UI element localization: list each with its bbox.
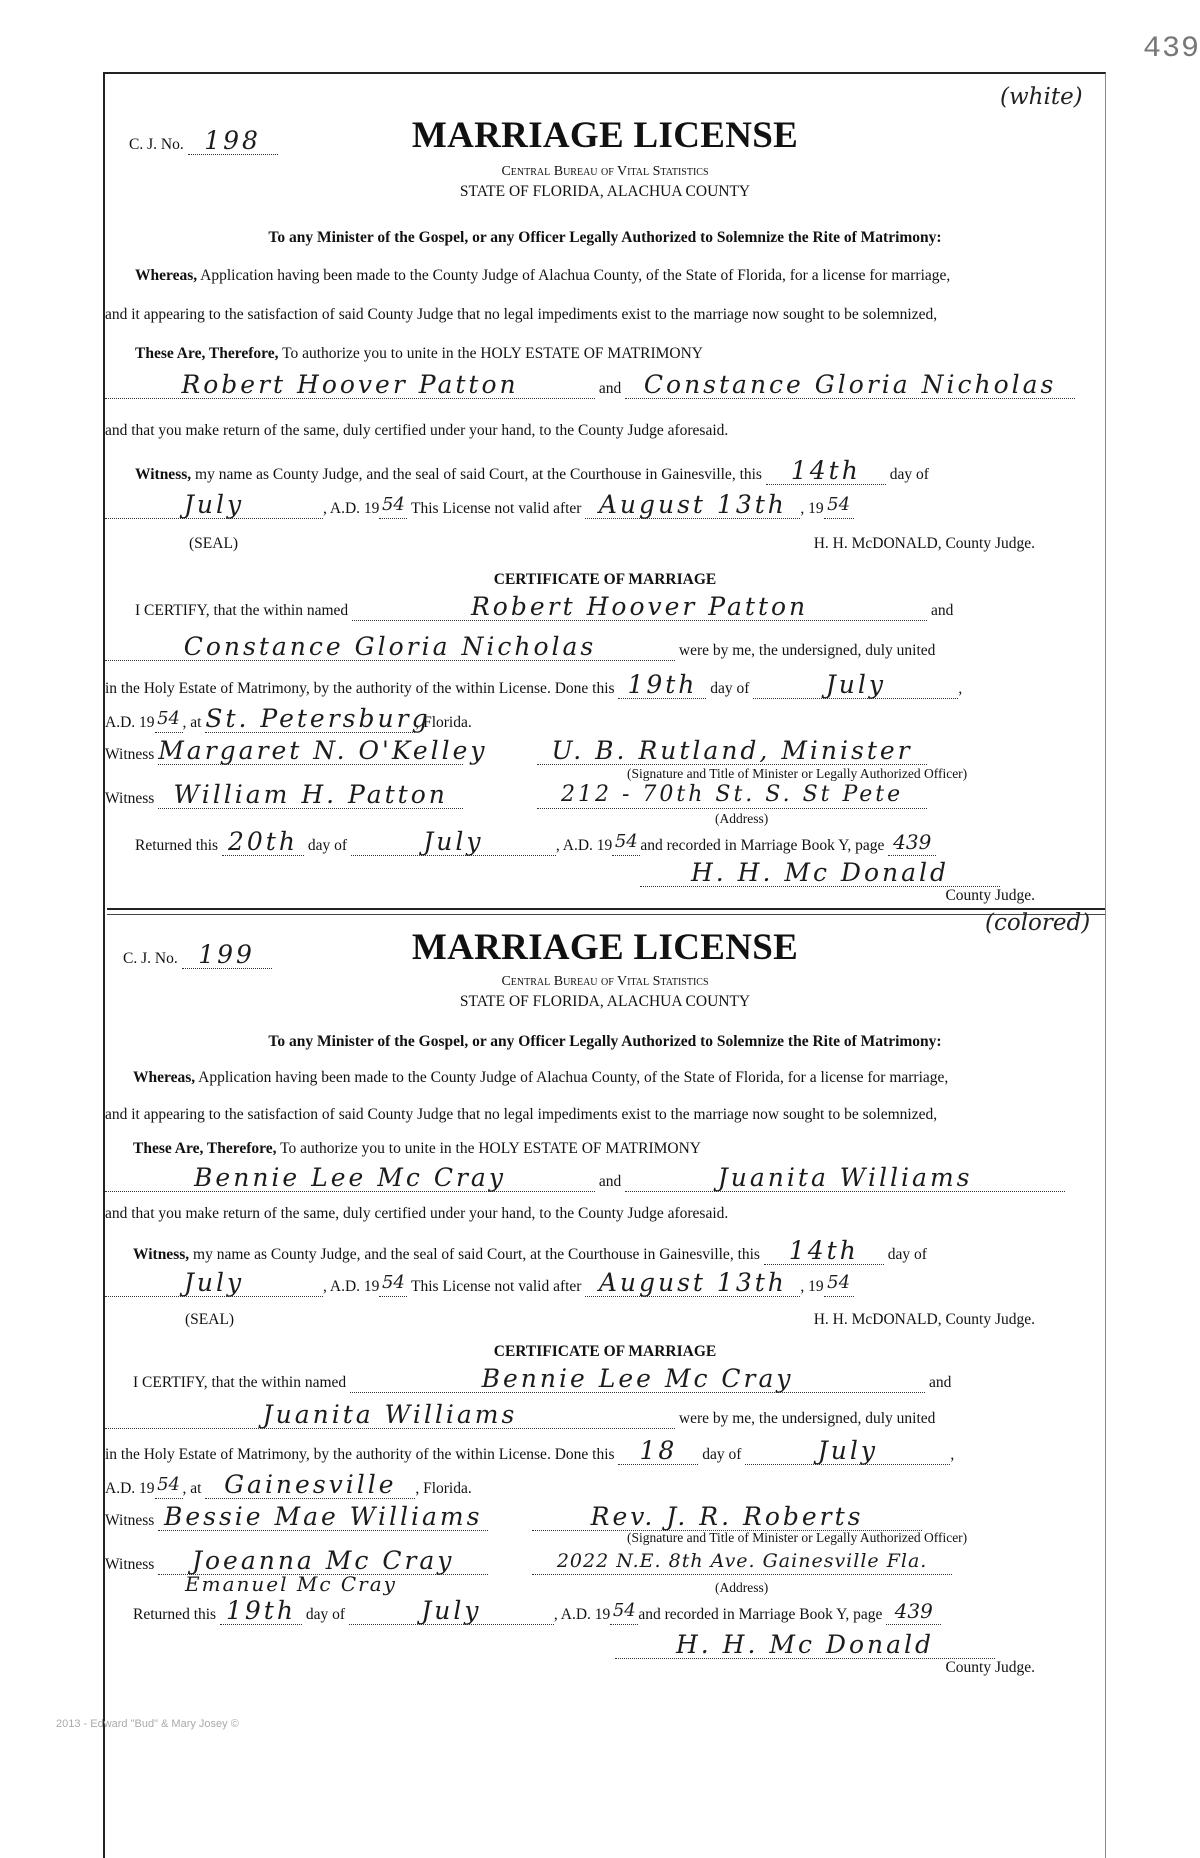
witness-label: Witness	[105, 1512, 155, 1529]
officiant-signature: U. B. Rutland, Minister	[537, 740, 927, 765]
whereas-line	[133, 1068, 1105, 1088]
license-title: MARRIAGE LICENSE	[411, 115, 799, 156]
returned-line	[133, 1596, 1105, 1625]
cert-bride-name: Juanita Williams	[105, 1404, 675, 1429]
done-day: 19th	[618, 674, 706, 699]
signature-caption: (Signature and Title of Minister or Legally Authorized Officer)	[627, 766, 968, 781]
judge-signature-row	[615, 1630, 1105, 1659]
witness-label: Witness	[105, 1556, 155, 1573]
whereas-line	[135, 266, 1105, 286]
returned-month: July	[351, 831, 556, 856]
place-line	[105, 1470, 1105, 1499]
witness2-name: William H. Patton	[158, 784, 463, 809]
holy-estate-text: in the Holy Estate of Matrimony, by the authority of the within License.	[105, 680, 551, 697]
state-county: STATE OF FLORIDA, ALACHUA COUNTY	[459, 993, 751, 1010]
appearing-line: and it appearing to the satisfaction of said County Judge that no legal impediments exist to the marriage now sought to be solemnized,	[105, 306, 938, 323]
address-caption: (Address)	[715, 1580, 769, 1595]
at-text: , at	[182, 714, 202, 731]
place: Gainesville	[205, 1474, 415, 1499]
cj-label: C. J. No.	[123, 950, 178, 967]
done-this-text: Done this	[554, 680, 615, 697]
returned-day: 20th	[222, 831, 304, 856]
witness-text: my name as County Judge, and the seal of said Court, at the Courthouse in Gainesville, this	[193, 1246, 760, 1263]
address-caption: (Address)	[715, 811, 769, 826]
certificate-title: CERTIFICATE OF MARRIAGE	[493, 1343, 717, 1360]
seal-label: (SEAL)	[185, 1311, 235, 1328]
additional-witness: Emanuel Mc Cray	[185, 1572, 397, 1596]
returned-month: July	[349, 1600, 554, 1625]
day-of-text: day of	[889, 466, 929, 483]
done-this-text: Done this	[554, 1446, 615, 1463]
document-frame	[103, 72, 1106, 1858]
place: St. Petersburg	[205, 704, 431, 733]
these-are-label: These Are, Therefore,	[133, 1140, 277, 1157]
witness1-line	[105, 736, 1105, 765]
section-divider-thin	[107, 914, 1105, 915]
groom-name: Bennie Lee Mc Cray	[105, 1167, 595, 1192]
race-note: (white)	[1000, 84, 1083, 110]
certify-text: I CERTIFY, that the within named	[133, 1374, 347, 1391]
bureau-name: Central Bureau of Vital Statistics	[501, 164, 709, 179]
bride-name: Juanita Williams	[625, 1167, 1065, 1192]
cert-bride-line	[105, 1400, 1105, 1429]
expiry-year: 54	[824, 1272, 854, 1297]
issue-day: 14th	[764, 1240, 884, 1265]
returned-this-text: Returned this	[135, 837, 219, 854]
witness1-name: Bessie Mae Williams	[158, 1506, 488, 1531]
expiry-date: August 13th	[585, 1272, 800, 1297]
florida-text: , Florida.	[415, 1480, 472, 1497]
witness-judge-line	[135, 456, 1105, 485]
returned-year: 54	[610, 1600, 638, 1625]
book-page: 439	[886, 1600, 941, 1625]
ad-text: , A.D. 19	[323, 1278, 380, 1295]
signature-caption: (Signature and Title of Minister or Legally Authorized Officer)	[627, 1530, 968, 1545]
comma19-text: , 19	[800, 500, 824, 517]
cert-bride-line	[105, 632, 1105, 661]
cert-groom-name: Robert Hoover Patton	[352, 596, 927, 621]
florida-text: , Florida.	[415, 714, 472, 731]
ad-text: , A.D. 19	[555, 837, 613, 854]
county-judge-label: County Judge.	[945, 1659, 1035, 1676]
these-are-line	[133, 1139, 1105, 1159]
marriage-license-199	[105, 910, 1105, 1858]
issue-month: July	[105, 494, 323, 519]
done-month: July	[753, 674, 958, 699]
cj-number: 198	[188, 130, 278, 155]
witness2-line	[105, 780, 1105, 809]
certify-text: I CERTIFY, that the within named	[135, 602, 349, 619]
cert-groom-name: Bennie Lee Mc Cray	[350, 1368, 925, 1393]
ad-text: , A.D. 19	[323, 500, 380, 517]
issue-date-line	[105, 1268, 1105, 1297]
ad-text: A.D. 19	[105, 714, 155, 731]
return-line: and that you make return of the same, duly certified under your hand, to the County Judge aforesaid.	[105, 422, 729, 439]
witness1-name: Margaret N. O'Kelley	[158, 736, 488, 765]
cj-number: 199	[182, 944, 272, 969]
judge-signature: H. H. Mc Donald	[615, 1634, 995, 1659]
parties-line	[105, 1163, 1105, 1192]
officiant-signature: Rev. J. R. Roberts	[532, 1506, 922, 1531]
united-text: were by me, the undersigned, duly united	[678, 1410, 936, 1427]
book-page: 439	[888, 831, 936, 856]
returned-line	[135, 827, 1105, 856]
judge-name: H. H. McDONALD, County Judge.	[813, 1311, 1035, 1328]
license-title: MARRIAGE LICENSE	[411, 927, 799, 968]
marriage-license-198	[105, 74, 1105, 974]
witness-text: my name as County Judge, and the seal of said Court, at the Courthouse in Gainesville, this	[195, 466, 762, 483]
race-note: (colored)	[985, 910, 1091, 936]
appearing-line: and it appearing to the satisfaction of said County Judge that no legal impediments exist to the marriage now sought to be solemnized,	[105, 1106, 938, 1123]
recorded-text: and recorded in Marriage Book Y, page	[638, 1606, 883, 1623]
and-text: and	[598, 1173, 622, 1190]
these-are-text: To authorize you to unite in the HOLY ESTATE OF MATRIMONY	[280, 1140, 702, 1157]
recorded-text: and recorded in Marriage Book Y, page	[640, 837, 885, 854]
page-number: 439	[1142, 32, 1200, 66]
parties-line	[105, 370, 1105, 399]
witness-label: Witness,	[133, 1246, 190, 1263]
whereas-label: Whereas,	[135, 267, 198, 284]
section-divider	[107, 908, 1105, 910]
whereas-text: Application having been made to the County Judge of Alachua County, of the State of Florida, for a license for marriage,	[198, 1069, 949, 1086]
day-of-text: day of	[307, 837, 348, 854]
certify-line	[133, 1364, 1105, 1393]
returned-year: 54	[612, 831, 640, 856]
issue-month: July	[105, 1272, 323, 1297]
expiry-date: August 13th	[585, 494, 800, 519]
returned-this-text: Returned this	[133, 1606, 217, 1623]
witness-label: Witness,	[135, 466, 192, 483]
comma19-text: , 19	[800, 1278, 824, 1295]
issue-date-line	[105, 490, 1105, 519]
cj-label: C. J. No.	[129, 136, 184, 153]
these-are-text: To authorize you to unite in the HOLY ESTATE OF MATRIMONY	[282, 345, 704, 362]
witness-label: Witness	[105, 746, 155, 763]
day-of-text: day of	[702, 1446, 742, 1463]
salutation: To any Minister of the Gospel, or any Officer Legally Authorized to Solemnize the Rite of Matrimony:	[268, 1033, 942, 1050]
county-judge-label: County Judge.	[945, 887, 1035, 904]
done-day: 18	[618, 1440, 698, 1465]
certify-line	[135, 592, 1105, 621]
bride-name: Constance Gloria Nicholas	[625, 374, 1075, 399]
not-valid-text: This License not valid after	[411, 500, 582, 517]
groom-name: Robert Hoover Patton	[105, 374, 595, 399]
and-text: and	[598, 380, 622, 397]
cert-bride-name: Constance Gloria Nicholas	[105, 636, 675, 661]
holy-estate-text: in the Holy Estate of Matrimony, by the authority of the within License.	[105, 1446, 551, 1463]
and-text: and	[928, 1374, 952, 1391]
holy-estate-line: in the Holy Estate of Matrimony, by the authority of the within License. Done this 19th day of July ,	[105, 670, 963, 699]
day-of-text: day of	[887, 1246, 927, 1263]
these-are-line	[135, 344, 1105, 364]
officiant-address: 212 - 70th St. S. St Pete	[537, 784, 927, 809]
done-year: 54	[155, 708, 183, 733]
ad-text: , A.D. 19	[553, 1606, 611, 1623]
returned-day: 19th	[220, 1600, 302, 1625]
ad-text: A.D. 19	[105, 1480, 155, 1497]
state-county: STATE OF FLORIDA, ALACHUA COUNTY	[459, 183, 751, 200]
witness-judge-line	[133, 1236, 1105, 1265]
judge-name: H. H. McDONALD, County Judge.	[813, 535, 1035, 552]
seal-label: (SEAL)	[189, 535, 239, 552]
witness-label: Witness	[105, 790, 155, 807]
day-of-text: day of	[305, 1606, 346, 1623]
issue-year: 54	[379, 494, 407, 519]
these-are-label: These Are, Therefore,	[135, 345, 279, 362]
whereas-label: Whereas,	[133, 1069, 196, 1086]
place-line	[105, 704, 1105, 733]
witness2-name: Joeanna Mc Cray	[158, 1550, 488, 1575]
issue-day: 14th	[766, 460, 886, 485]
and-text: and	[930, 602, 954, 619]
united-text: were by me, the undersigned, duly united	[678, 642, 936, 659]
expiry-year: 54	[824, 494, 854, 519]
done-month: July	[745, 1440, 950, 1465]
holy-estate-line: in the Holy Estate of Matrimony, by the authority of the within License. Done this 18 day of July ,	[105, 1436, 955, 1465]
officiant-address: 2022 N.E. 8th Ave. Gainesville Fla.	[532, 1550, 952, 1575]
certificate-title: CERTIFICATE OF MARRIAGE	[493, 571, 717, 588]
judge-signature-row	[640, 858, 1105, 887]
whereas-text: Application having been made to the County Judge of Alachua County, of the State of Florida, for a license for marriage,	[200, 267, 951, 284]
day-of-text: day of	[710, 680, 750, 697]
issue-year: 54	[379, 1272, 407, 1297]
done-year: 54	[155, 1474, 183, 1499]
return-line: and that you make return of the same, duly certified under your hand, to the County Judge aforesaid.	[105, 1205, 729, 1222]
judge-signature: H. H. Mc Donald	[640, 862, 1000, 887]
not-valid-text: This License not valid after	[411, 1278, 582, 1295]
salutation: To any Minister of the Gospel, or any Officer Legally Authorized to Solemnize the Rite of Matrimony:	[268, 229, 942, 246]
watermark: 2013 - Edward "Bud" & Mary Josey ©	[56, 1718, 239, 1730]
bureau-name: Central Bureau of Vital Statistics	[501, 974, 709, 989]
at-text: , at	[182, 1480, 202, 1497]
